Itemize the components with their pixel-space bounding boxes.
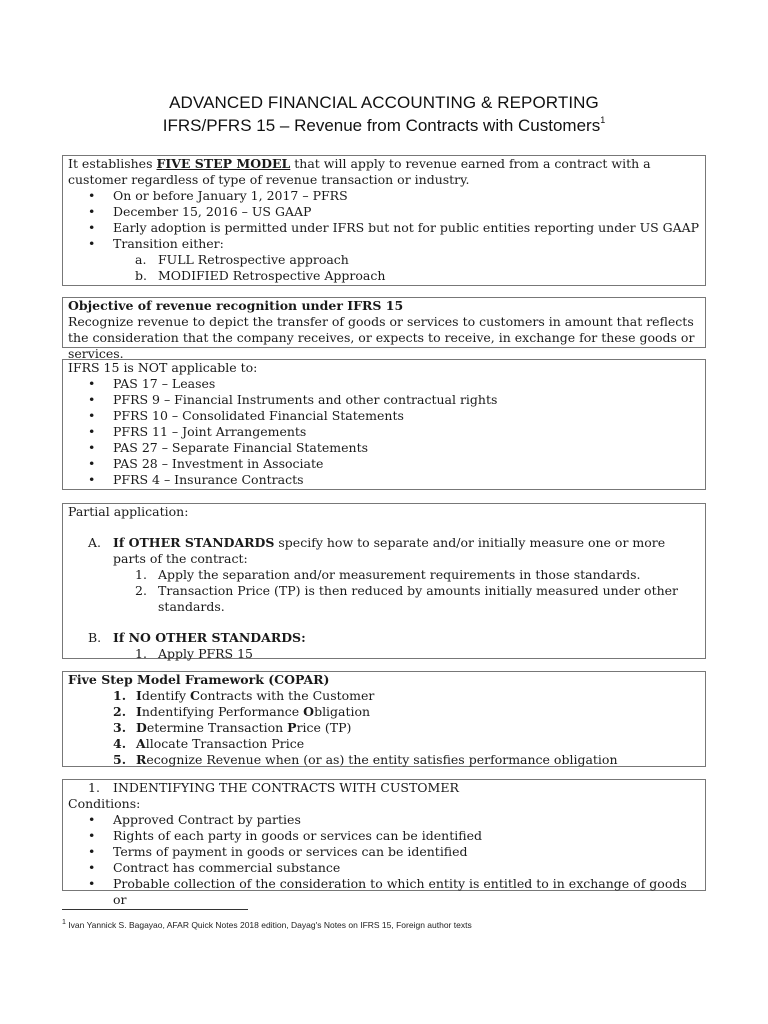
intro-text: It establishes	[68, 156, 157, 171]
list-marker: a.	[135, 252, 147, 267]
list-marker: 1.	[135, 646, 147, 661]
step-initial: I	[136, 688, 142, 703]
list-item: • Contract has commercial substance	[68, 860, 700, 876]
list-item: • On or before January 1, 2017 – PFRS	[68, 188, 700, 204]
list-text: Apply the separation and/or measurement requirements in those standards.	[158, 567, 641, 582]
step-number: 4.	[113, 736, 127, 751]
list-item	[68, 252, 700, 268]
intro-paragraph	[68, 156, 700, 188]
conditions-list	[68, 812, 700, 908]
list-text: MODIFIED Retrospective Approach	[158, 268, 386, 283]
step-item	[68, 736, 700, 752]
other-standards-label: If OTHER STANDARDS	[113, 535, 275, 550]
list-item: • PFRS 9 – Financial Instruments and other contractual rights	[68, 392, 700, 408]
step-text: ontracts with the Customer	[199, 688, 375, 703]
copar-letter: R	[136, 752, 147, 767]
partial-application-heading: Partial application:	[68, 504, 189, 519]
list-item	[68, 268, 700, 284]
copar-framework-box	[62, 671, 706, 767]
step-item	[68, 720, 700, 736]
not-applicable-box	[62, 359, 706, 490]
list-item: • Terms of payment in goods or services can be identified	[68, 844, 700, 860]
list-item	[68, 646, 700, 662]
not-applicable-heading: IFRS 15 is NOT applicable to:	[68, 360, 258, 375]
list-marker: b.	[135, 268, 147, 283]
step-initial: D	[136, 720, 147, 735]
subtitle-text: IFRS/PFRS 15 – Revenue from Contracts with Customers	[162, 116, 601, 135]
step-text: ndentifying Performance	[141, 704, 304, 719]
copar-steps	[68, 688, 700, 768]
no-other-standards-label: If NO OTHER STANDARDS:	[113, 630, 306, 645]
step-text: rice (TP)	[296, 720, 352, 735]
copar-letter: C	[190, 688, 200, 703]
five-step-model-box	[62, 155, 706, 286]
list-text: Transaction Price (TP) is then reduced by amounts initially measured under other standards.	[158, 583, 679, 614]
step-text: llocate Transaction Price	[145, 736, 305, 751]
list-item: • Approved Contract by parties	[68, 812, 700, 828]
list-text: FULL Retrospective approach	[158, 252, 349, 267]
list-item: • December 15, 2016 – US GAAP	[68, 204, 700, 220]
step-item	[68, 752, 700, 768]
copar-letter: A	[136, 736, 146, 751]
section-heading-text: INDENTIFYING THE CONTRACTS WITH CUSTOMER	[113, 780, 459, 795]
section-heading-list	[68, 780, 700, 796]
step-number: 5.	[113, 752, 127, 767]
footnote-separator	[62, 909, 248, 910]
copar-letter: O	[303, 704, 315, 719]
step-item	[68, 704, 700, 720]
identify-contracts-box	[62, 779, 706, 907]
step-number: 3.	[113, 720, 127, 735]
list-item: • Rights of each party in goods or services can be identified	[68, 828, 700, 844]
list-item: • Early adoption is permitted under IFRS but not for public entities reporting under US GAAP	[68, 220, 700, 236]
step-number: 1.	[113, 688, 127, 703]
list-item: • PAS 28 – Investment in Associate	[68, 456, 700, 472]
partial-application-cases	[68, 630, 700, 646]
list-marker: 1.	[88, 780, 100, 795]
other-standards-steps	[68, 567, 700, 615]
list-item	[68, 630, 700, 646]
copar-letter: P	[287, 720, 297, 735]
step-text: bligation	[314, 704, 371, 719]
step-item	[68, 688, 700, 704]
footnote	[62, 918, 472, 930]
list-marker: A.	[88, 535, 102, 550]
footnote-marker: 1	[62, 918, 66, 926]
section-heading	[68, 780, 700, 796]
list-marker: 2.	[135, 583, 147, 598]
list-item: • PFRS 11 – Joint Arrangements	[68, 424, 700, 440]
document-subtitle	[0, 115, 768, 136]
list-text: specify how to separate and/or initially measure one or more parts of the contract:	[113, 535, 666, 566]
five-step-model-label: FIVE STEP MODEL	[156, 156, 291, 171]
step-number: 2.	[113, 704, 127, 719]
list-item: • PFRS 4 – Insurance Contracts	[68, 472, 700, 488]
step-initial: I	[136, 704, 142, 719]
list-marker: 1.	[135, 567, 147, 582]
partial-application-cases	[68, 535, 700, 567]
list-item: • Probable collection of the consideration to which entity is entitled to in exchange of goods or	[68, 876, 700, 908]
list-item	[68, 583, 700, 615]
partial-application-box	[62, 503, 706, 659]
list-item: • Transition either:	[68, 236, 700, 252]
objective-heading: Objective of revenue recognition under IFRS 15	[68, 298, 404, 313]
list-item: • PAS 17 – Leases	[68, 376, 700, 392]
list-item	[68, 567, 700, 583]
footnote-reference: 1	[600, 115, 606, 125]
objective-text: Recognize revenue to depict the transfer of goods or services to customers in amount that reflects the consideration that the company receives, or expects to receive, in exchange for these goods or services.	[68, 314, 695, 361]
conditions-label: Conditions:	[68, 796, 141, 811]
document-title: ADVANCED FINANCIAL ACCOUNTING & REPORTING	[169, 93, 599, 112]
list-marker: B.	[88, 630, 102, 645]
list-item: • PFRS 10 – Consolidated Financial Statements	[68, 408, 700, 424]
copar-heading: Five Step Model Framework (COPAR)	[68, 672, 330, 687]
effectivity-list	[68, 188, 700, 252]
no-other-standards-steps	[68, 646, 700, 662]
step-text: etermine Transaction	[146, 720, 288, 735]
list-item: • PAS 27 – Separate Financial Statements	[68, 440, 700, 456]
transition-options	[68, 252, 700, 284]
step-text: ecognize Revenue when (or as) the entity satisfies performance obligation	[146, 752, 618, 767]
intro-text-cont: that will apply to revenue earned from a contract with a customer regardless of type of revenue transaction or industry.	[68, 156, 651, 187]
step-text: dentify	[141, 688, 190, 703]
footnote-text: Ivan Yannick S. Bagayao, AFAR Quick Notes 2018 edition, Dayag's Notes on IFRS 15, Foreign author texts	[68, 919, 472, 930]
excluded-standards-list	[68, 376, 700, 488]
list-item	[68, 535, 700, 567]
objective-box	[62, 297, 706, 361]
list-text: Apply PFRS 15	[158, 646, 254, 661]
